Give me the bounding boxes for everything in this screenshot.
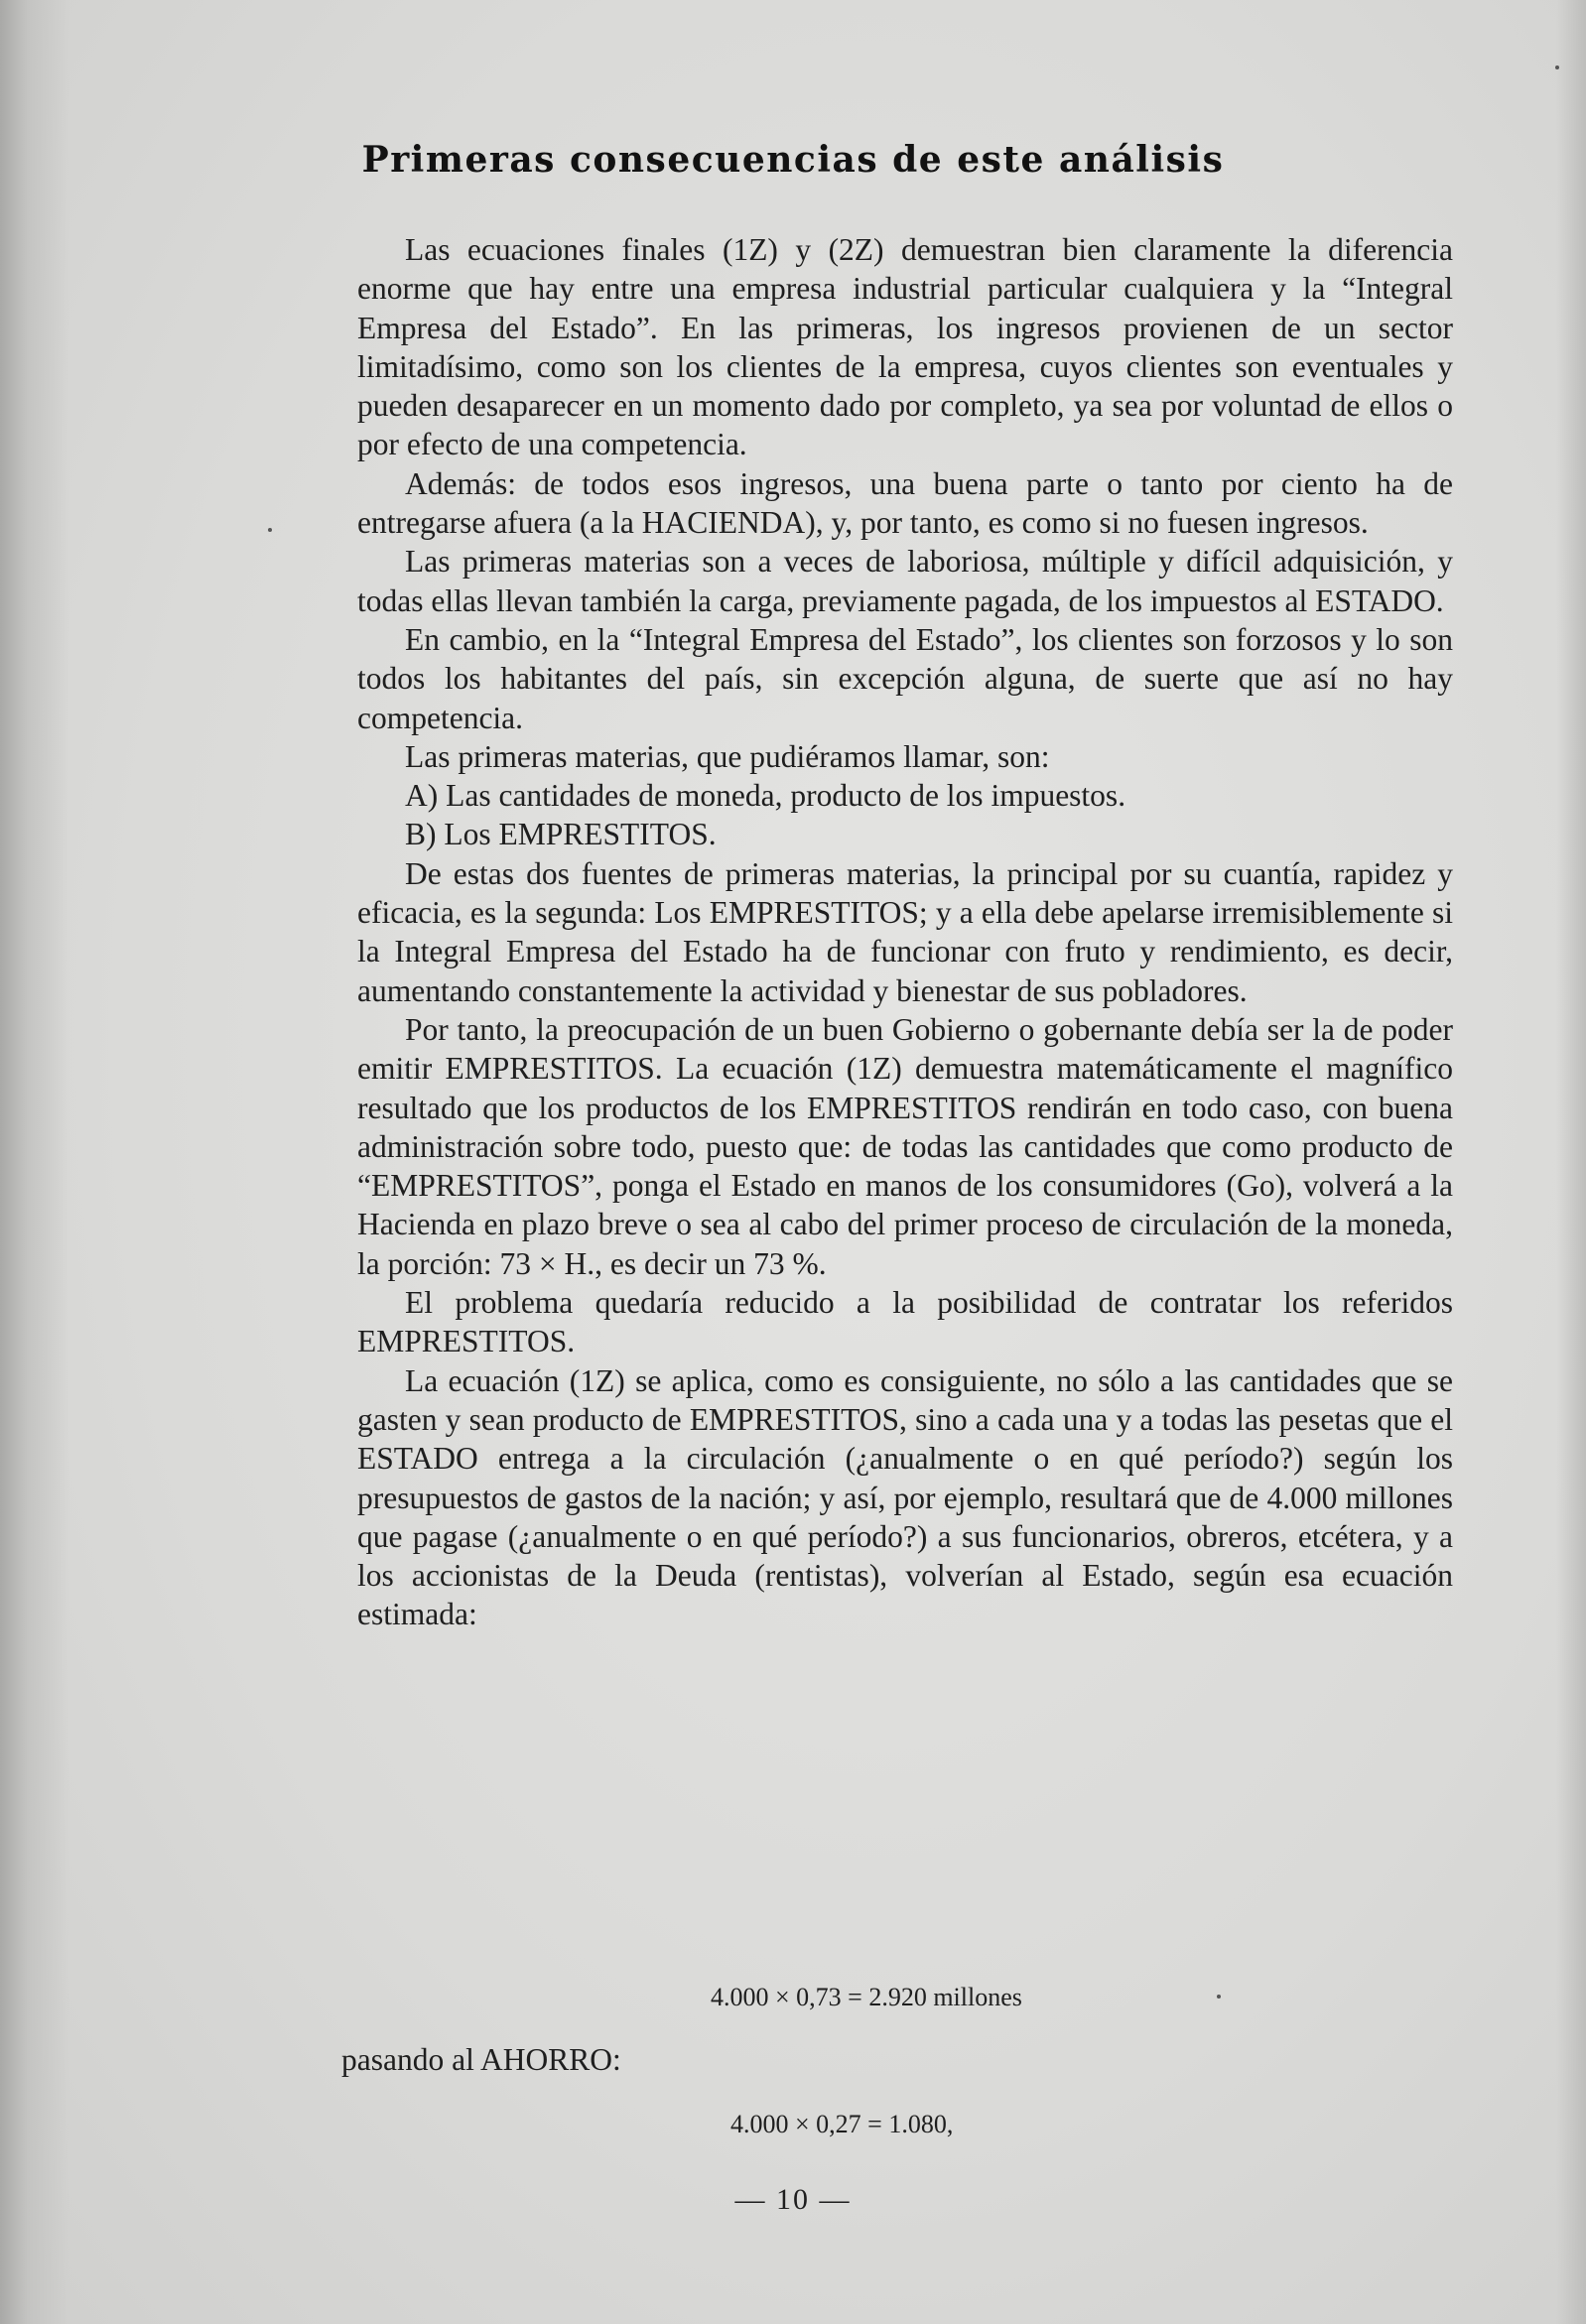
paragraph: En cambio, en la “Integral Empresa del Estado”, los clientes son forzosos y lo son todos los habitantes del país, sin excepción alguna, de suerte que así no hay competencia.: [357, 621, 1453, 735]
paragraph: De estas dos fuentes de primeras materias, la principal por su cuantía, rapidez y eficacia, es la segunda: Los EMPRESTITOS; y a ella debe apelarse irremisiblemente si la Integral Empresa del Estado ha de funcionar con fruto y rendimiento, es decir, aumentando constantemente la actividad y bienestar de sus pobladores.: [357, 855, 1453, 1008]
list-item-b: B) Los EMPRESTITOS.: [405, 817, 717, 852]
list-item-a: A) Las cantidades de moneda, producto de los impuestos.: [405, 778, 1126, 814]
paragraph: El problema quedaría reducido a la posibilidad de contratar los referidos EMPRESTITOS.: [357, 1285, 1453, 1359]
formula-ahorro: 4.000 × 0,27 = 1.080,: [730, 2110, 954, 2138]
speck: [1217, 1995, 1221, 1999]
section-title: Primeras consecuencias de este análisis: [361, 139, 1225, 181]
pasando-label: pasando al AHORRO:: [341, 2042, 621, 2077]
gutter-shadow: [0, 0, 69, 2324]
paragraph: Las primeras materias, que pudiéramos llamar, son:: [405, 738, 1050, 774]
paragraph: Las primeras materias son a veces de laboriosa, múltiple y difícil adquisición, y todas ellas llevan también la carga, previamente pagada, de los impuestos al ESTADO.: [357, 544, 1453, 618]
paragraph: Las ecuaciones finales (1Z) y (2Z) demuestran bien claramente la diferencia enorme que hay entre una empresa industrial particular cualquiera y la “Integral Empresa del Estado”. En las primeras, los ingresos provienen de un sector limitadísimo, como son los clientes de la empresa, cuyos clientes son eventuales y pueden desaparecer en un momento dado por completo, ya sea por voluntad de ellos o por efecto de una competencia.: [357, 232, 1453, 462]
speck: [1555, 65, 1559, 69]
paragraph: Además: de todos esos ingresos, una buena parte o tanto por ciento ha de entregarse afuera (a la HACIENDA), y, por tanto, es como si no fuesen ingresos.: [357, 465, 1453, 541]
paragraph: Por tanto, la preocupación de un buen Gobierno o gobernante debía ser la de poder emitir EMPRESTITOS. La ecuación (1Z) demuestra matemáticamente el magnífico resultado que los productos de los EMPRESTITOS rendirán en todo caso, con buena administración sobre todo, puesto que: de todas las cantidades que como producto de “EMPRESTITOS”, ponga el Estado en manos de los consumidores (Go), volverá a la Hacienda en plazo breve o sea al cabo del primer proceso de circulación de la moneda, la porción: 73 × H., es decir un 73 %.: [357, 1011, 1453, 1281]
edge-shadow: [1556, 0, 1586, 2324]
body-text: [357, 230, 1453, 1634]
paragraph: La ecuación (1Z) se aplica, como es consiguiente, no sólo a las cantidades que se gasten y sean producto de EMPRESTITOS, sino a cada una y a todas las pesetas que el ESTADO entrega a la circulación (¿anualmente o en qué período?) según los presupuestos de gastos de la nación; y así, por ejemplo, resultará que de 4.000 millones que pagase (¿anualmente o en qué período?) a sus funcionarios, obreros, etcétera, y a los accionistas de la Deuda (rentistas), volverían al Estado, según esa ecuación estimada:: [357, 1362, 1453, 1632]
formula-millones: 4.000 × 0,73 = 2.920 millones: [711, 1983, 1022, 2011]
page-number: — 10 —: [734, 2183, 852, 2216]
speck: [268, 528, 272, 532]
